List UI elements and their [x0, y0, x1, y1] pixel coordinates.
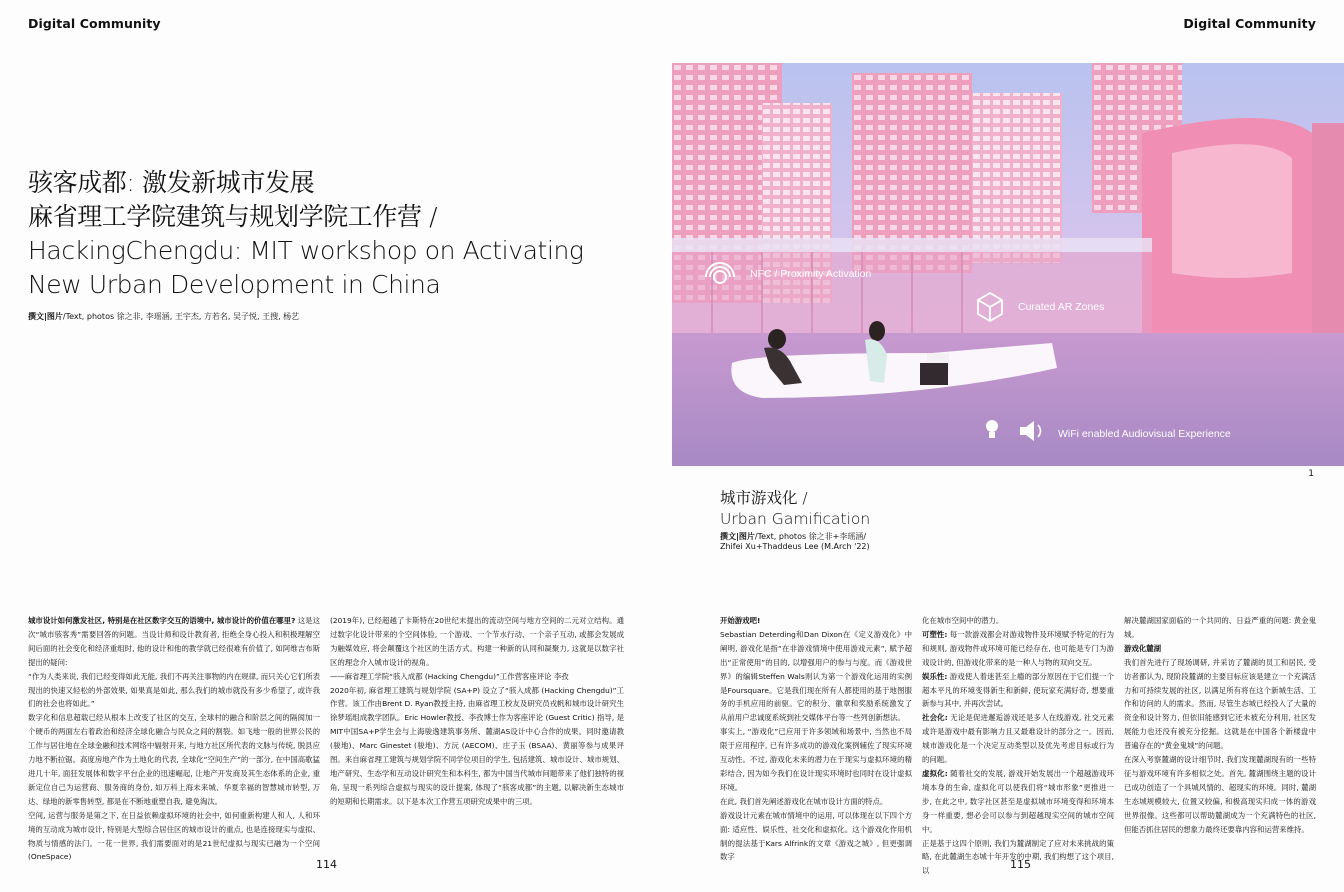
paragraph: [720, 725, 912, 795]
paragraph: [330, 614, 624, 670]
paragraph: [922, 614, 1114, 628]
hero-rendering: [672, 63, 1344, 466]
rendering-illustration: [672, 63, 1344, 466]
paragraph: [922, 670, 1114, 712]
paragraph-text: 游戏设计元素在城市情境中的运用, 可以体现在以下四个方面: 适应性、娱乐性、社交化和虚拟化。这个游戏化作用机制的提法基于Kars Alfrink的文章《游戏之城》, 但更强调数字: [720, 810, 912, 862]
paragraph-text: ——麻省理工学院“骇入成都 (Hacking Chengdu)”工作营客座评论 李孜: [330, 671, 569, 681]
paragraph: [1124, 614, 1316, 642]
wifi-label: WiFi enabled Audiovisual Experience: [1058, 428, 1231, 440]
paragraph-lead: 虚拟化:: [922, 768, 948, 778]
paragraph-text: 每一款游戏都会对游戏物件及环境赋予特定的行为和规则, 游戏物件或环境可能已经存在, 也可能是专门为游戏设计的, 但游戏化带来的是一种人与物的双向交互。: [922, 629, 1114, 667]
paragraph: [720, 614, 912, 628]
paragraph-text: 我们首先进行了现场调研, 并采访了麓湖的员工和居民, 受访者都认为, 现阶段麓湖的主要目标应该是建立一个充满活力和可持续发展的社区, 以满足所有将在这个新城生活、工作和访问的人的需求。然而, 尽管生态城已经投入了大量的资金和设计努力, 但依旧能感到它还未被充分利用, 社区发展能力也还没有被充分挖掘。这就是在中国各个新楼盘中普遍存在的“黄金鬼城”的问题。: [1124, 657, 1316, 751]
paragraph-lead: 娱乐性:: [922, 671, 948, 681]
paragraph-text: 数字化和信息超载已经从根本上改变了社区的交互, 全球村的融合和阶层之间的隔阂加一个硬币的两面左右着政治和经济全球化融合与民众之间的割裂。如飞地一般的世界公民的工作与居住地在全球金融和技术网络中辐射开来, 与地方社区所代表的文脉与传统, 脱县应力地不断拉锯。高度房地产作为土地化的代表, 全球化“空间生产”的一部分, 在中国高歌猛进几十年, 面狂发展体和数字平台企业的迅速崛起, 让地产开发商及其生态体系的企业, 重新定位自己为运营商、服务商的身份, 如万科上海未来城、华夏幸福的智慧城市转型, 万达、绿地的新零售转型, 都是在不断地重塑自我, 避免淘汰。: [28, 713, 320, 806]
paragraph-text: 这是这次“城市骇客秀”需要回答的问题。当设计师和设计教育者, 拒绝全身心投入和积极理解空间后面的社会变化和经济重组时, 他的设计和他的教学就已经很难有价值了, 如阿维吉布斯提出的疑问:: [28, 616, 320, 667]
paragraph-text: 解决麓湖国家面临的一个共同的、日益严重的问题: 黄金鬼城。: [1124, 616, 1316, 639]
body-column-1: [28, 614, 320, 862]
paragraph: [28, 670, 320, 712]
paragraph-text: 2020年初, 麻省理工建筑与规划学院 (SA+P) 设立了“骇入成都 (Hacking Chengdu)”工作营。该工作由Brent D. Ryan教授主持, 由麻省理工校友及研究员戎帆和城市设计研究生徐梦瑶组成教学团队。Eric Howler教授、李孜博士作为客座评论 (Guest Critic) 指导, 是MIT中国SA+P学生会与上海骏逸建筑事务所、麓湖AS设计中心合作的成果。同时邀请教 (骏地)、Marc Ginestet (骏地)、方沅 (AECOM)、庄子玉 (BSAA)、黄丽等参与成果评图。来自麻省理工建筑与规划学院不同学位项目的学生, 包括建筑、城市设计、城市规划、地产研究、生态学和互动设计研究生和本科生, 都为中国当代城市问题带来了他们独特的视角, 呈现一系列综合虚拟与现实的设计提案, 体现了“骇客成都”的主题, 以解决新生态城市的短期和长期需求。以下是本次工作营五项研究成果中的三项。: [330, 685, 624, 806]
section-credits: [720, 532, 870, 552]
paragraph-lead: 社会化:: [922, 713, 948, 723]
paragraph-text: 在此, 我们首先阐述游戏化在城市设计方面的特点。: [720, 796, 888, 806]
canopy: [672, 238, 1152, 252]
section-credits-label-en: /Text, photos: [754, 532, 807, 541]
running-header-left: Digital Community: [28, 16, 161, 31]
section-credits-line2: Zhifei Xu+Thaddeus Lee (M.Arch '22): [720, 542, 870, 551]
paragraph-lead: 开始游戏吧!: [720, 616, 761, 625]
paragraph-text: 正是基于这四个原则, 我们为麓湖制定了应对未来挑战的策略, 在此麓湖生态城十年开发的中期, 我们构想了这个项目, 以: [922, 838, 1114, 876]
body-column-3: [720, 614, 912, 862]
paragraph-text: 游戏使人着迷甚至上瘾的部分原因在于它们提一个超本平凡的环境变得新生和新鲜, 使玩家充满好奇, 想要重新参与其中, 并再次尝试。: [922, 671, 1114, 709]
section-title-en: Urban Gamification: [720, 510, 871, 528]
paragraph: [1124, 642, 1316, 656]
title-line-3: HackingChengdu: MIT workshop on Activating: [28, 236, 584, 265]
nfc-label: NFC / Proximity Activation: [750, 268, 872, 280]
page-number-right: 115: [1010, 858, 1031, 871]
running-header-right: Digital Community: [1183, 16, 1316, 31]
credits-names: 徐之非, 李瑶涵, 王宇杰, 方若名, 吴子悦, 王搜, 杨艺: [116, 312, 300, 321]
figure-number: 1: [1308, 469, 1314, 479]
body-column-5: [1124, 614, 1316, 836]
paragraph-text: 无论是促进邂逅游戏还是多人在线游戏, 社交元素或许是游戏中最有影响力且又最难设计的部分之一。因而, 城市游戏化是一个决定互动类型以及优先考虑目标或行为的问题。: [922, 713, 1114, 765]
paragraph-text: Sebastian Deterding和Dan Dixon在《定义游戏化》中阐明, 游戏化是指“在非游戏情境中使用游戏元素”, 赋予超出“正常使用”的目的, 以增强用户的参与与度。而《游戏世界》的编辑Steffen Wals则认为第一个游戏化运用的实例是Foursquare。它是我们现在所有人都使用的基于地图服务的手机应用的前驱。它的积分、徽章和奖励系统激发了从前用户忠诚度系统到社交媒体平台等一些列创新想法。: [720, 629, 912, 723]
paragraph-text: 化在城市空间中的潜力。: [922, 616, 1004, 625]
section-title: [720, 488, 870, 530]
section-credits-label: 撰文|图片: [720, 532, 755, 541]
paragraph: [720, 628, 912, 725]
paragraph: [1124, 656, 1316, 753]
section-title-cn: 城市游戏化 /: [720, 489, 808, 507]
paragraph-text: 空间, 运营与服务是第之下, 在日益依赖虚拟环境的社会中, 如何重新构建人和人, 人和环境的互动成为城市设计, 特别是大型综合居住区的城市设计的重点, 也是连接现实与虚拟、物质与情感的法门。一花一世界, 我们需要面对的是21世纪虚拟与现实已融为一个空间 (OneSpace): [28, 810, 320, 862]
paragraph-text: 在深入考察麓湖的设计细节时, 我们发现麓湖现有的一些特征与游戏环境有许多相似之处。首先, 麓湖围绕主题的设计已成功创造了一个具城风情的、超现实的环境。同时, 麓湖生态城规模较大, 位置又较偏, 和极高现实归成一体的游戏世界很像。这些都可以帮助麓湖成为一个充满特色的社区, 但能否抓住居民的想象力最终还要靠内容和运营来维持。: [1124, 755, 1316, 834]
paragraph-lead: 城市设计如何激发社区, 特别是在社区数字交互的语境中, 城市设计的价值在哪里?: [28, 616, 296, 625]
ar-label: Curated AR Zones: [1018, 301, 1105, 313]
paragraph: [922, 628, 1114, 670]
paragraph: [922, 711, 1114, 767]
paragraph: [28, 711, 320, 808]
page-number-left: 114: [316, 858, 337, 871]
body-column-2: [330, 614, 624, 836]
curved-building-facade: [1172, 144, 1292, 278]
paragraph-text: 随着社交的发展, 游戏开始发展出一个超越游戏环境本身的生命, 虚拟化可以使我们将“城市形象”更推进一步, 在此之中, 数字社区甚至是虚拟城市环境变得和环境本身一样重要, 想必会可以参与到超越现实空间的城市空间中。: [922, 768, 1114, 834]
paragraph: [1124, 753, 1316, 836]
paragraph: [330, 670, 624, 684]
paragraph: [720, 795, 912, 809]
section-credits-names: 徐之非+李瑶涵/: [808, 532, 867, 541]
paragraph-text: “作为人类来说, 我们已经变得如此无能, 我们不再关注事物的内在规律, 而只关心它们所表现出的快速又轻松的外部效果, 如果真是如此, 那么我们的城市就没有多少希望了, 或许我们的社会也将如此。”: [28, 671, 320, 709]
credits-label-en: /Text, photos: [62, 312, 115, 321]
paragraph-text: (2019年), 已经超越了卡斯特在20世纪末提出的流动空间与地方空间的二元对立结构。通过数字化设计带来的个空间体验, 一个游戏、一个节水行动、一个亲子互动, 或都会发展成为触媒效应, 将会颠覆这个社区的生活方式。构建一种新的认同和凝聚力, 这就是以数字社区的理念介入城市设计的视角。: [330, 616, 624, 667]
paragraph-lead: 游戏化麓湖: [1124, 643, 1161, 653]
paragraph: [720, 809, 912, 865]
article-title: [28, 166, 588, 302]
paragraph-text: 事实上, “游戏化”已应用于许多领域和场景中, 当然也不局限于应用程序, 已有许多成功的游戏化案例辅佐了现实环境互动性。不过, 游戏化未来的潜力在于现实与虚拟环境的精彩结合, 因为如今我们在设计现实环境时也同时在设计虚拟环境。: [720, 727, 912, 792]
title-line-4: New Urban Development in China: [28, 270, 441, 299]
paragraph: [28, 614, 320, 670]
title-line-1: 骇客成都: 激发新城市发展: [28, 168, 315, 197]
paragraph-lead: 可塑性:: [922, 629, 948, 639]
article-credits: [28, 311, 299, 322]
credits-label: 撰文|图片: [28, 312, 63, 321]
paragraph: [922, 767, 1114, 837]
tower-center-2: [972, 93, 1062, 263]
paragraph: [28, 809, 320, 865]
title-line-2: 麻省理工学院建筑与规划学院工作营 /: [28, 202, 438, 231]
paragraph: [330, 684, 624, 809]
